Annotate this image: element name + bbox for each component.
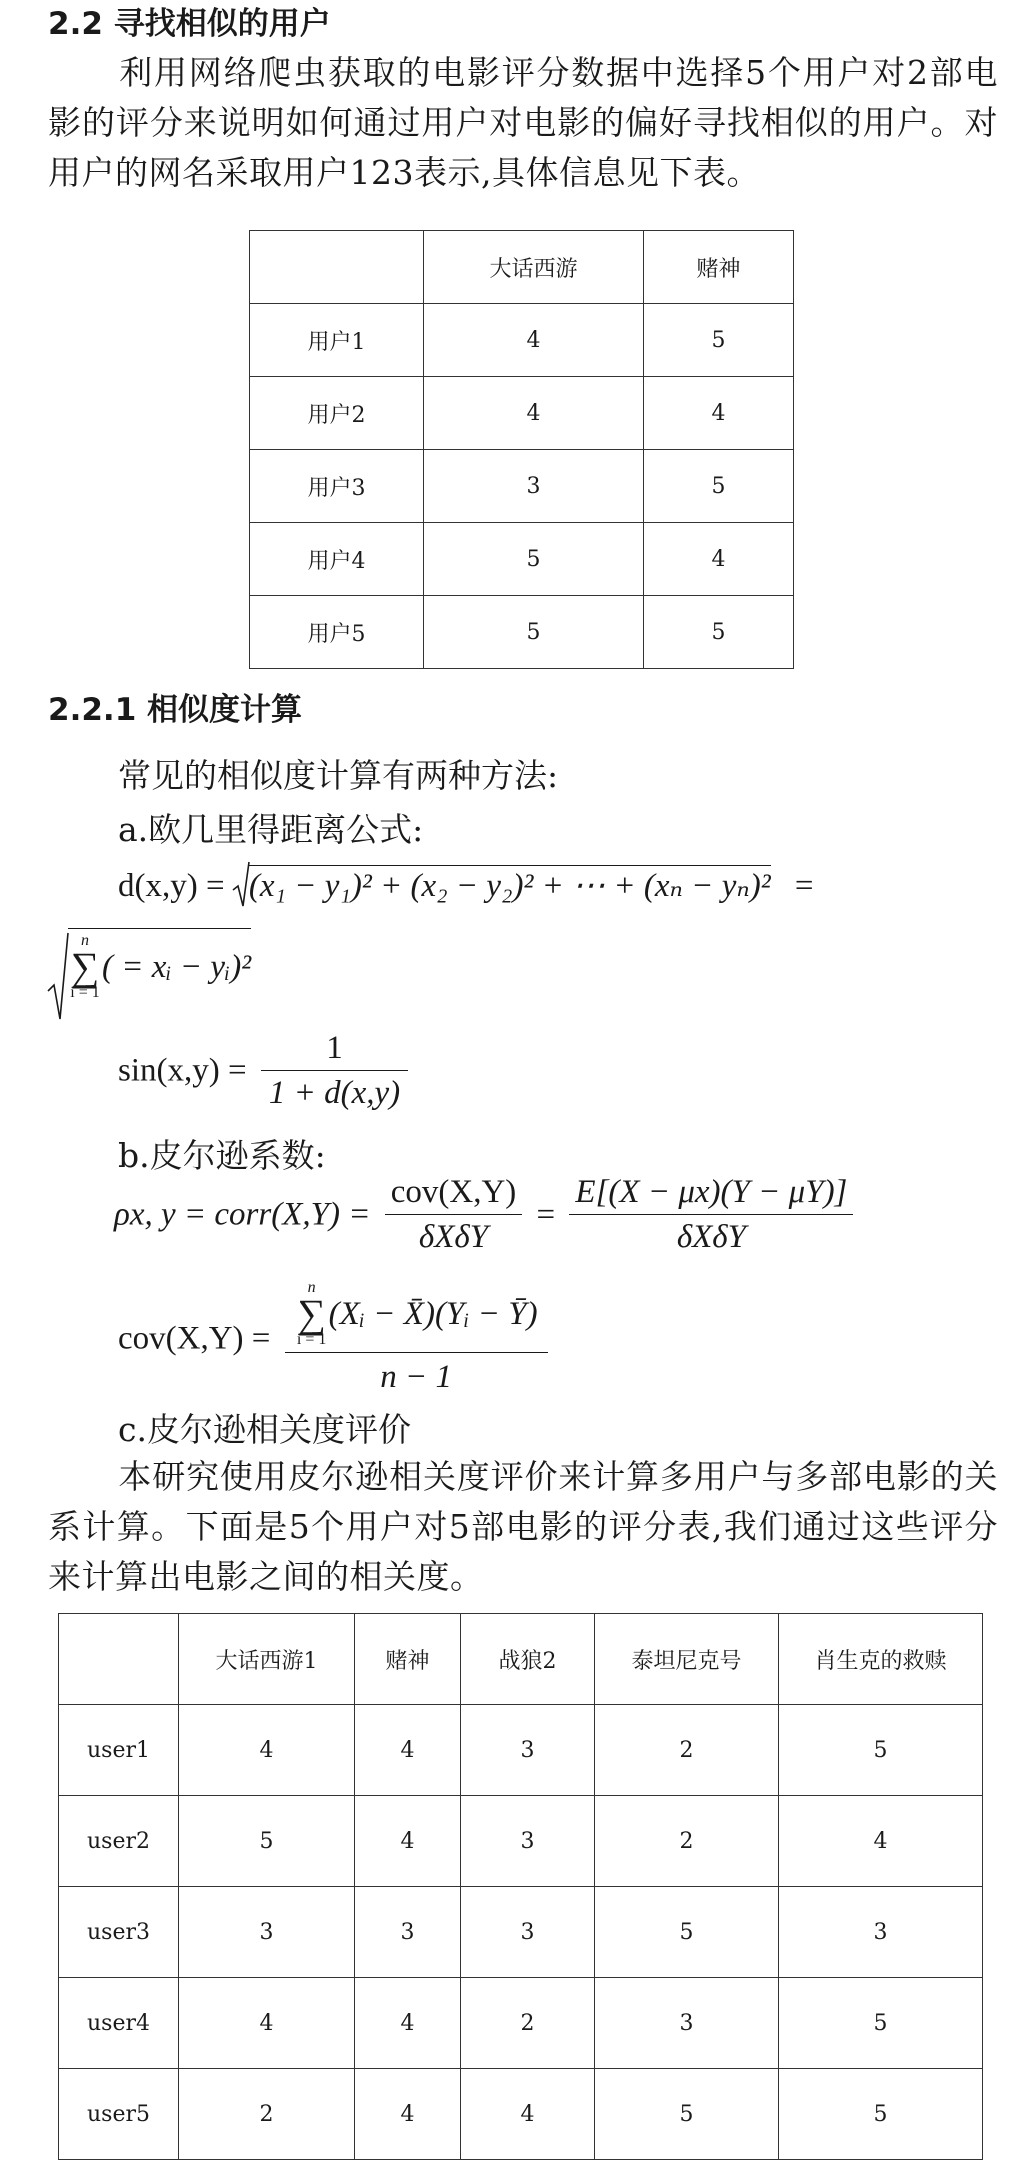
rating-cell: 3 (424, 450, 644, 523)
row-label: user5 (59, 2069, 179, 2160)
rating-cell: 4 (644, 377, 794, 450)
table1-row (250, 304, 794, 377)
rating-cell: 5 (424, 523, 644, 596)
row-label: user3 (59, 1887, 179, 1978)
table1-row (250, 596, 794, 669)
section-2-2-1-paragraph-text: 本研究使用皮尔逊相关度评价来计算多用户与多部电影的关系计算。下面是5个用户对5部电影的评分表,我们通过这些评分来计算出电影之间的相关度。 (48, 1457, 998, 1596)
cov-lhs: cov(X,Y) = (118, 1320, 271, 1357)
row-label: user1 (59, 1705, 179, 1796)
section-2-2-1-paragraph (48, 1452, 998, 1602)
rating-cell: 3 (779, 1887, 983, 1978)
rho-denominator-1: δXδY (418, 1219, 489, 1255)
summation-lower: i = 1 (70, 984, 100, 1001)
table2-row (59, 1705, 983, 1796)
rating-cell: 4 (355, 1978, 461, 2069)
sqrt-sign-large-icon (48, 933, 68, 1019)
section-heading-2-2: 2.2 寻找相似的用户 (48, 6, 331, 42)
column-header (59, 1614, 179, 1705)
section-heading-2-2-1: 2.2.1 相似度计算 (48, 692, 303, 728)
rating-cell: 4 (779, 1796, 983, 1887)
rating-cell: 5 (644, 304, 794, 377)
row-label: user2 (59, 1796, 179, 1887)
rating-cell: 5 (779, 1705, 983, 1796)
rating-cell: 3 (461, 1796, 595, 1887)
rating-cell: 3 (595, 1978, 779, 2069)
rating-cell: 5 (424, 596, 644, 669)
rating-cell: 4 (355, 1796, 461, 1887)
similarity-intro: 常见的相似度计算有两种方法: (118, 756, 559, 795)
item-a-euclidean: a.欧几里得距离公式: (118, 810, 424, 849)
rating-cell: 5 (779, 1978, 983, 2069)
rating-cell: 4 (355, 1705, 461, 1796)
rho-equals: = (536, 1196, 556, 1233)
rating-cell: 2 (179, 2069, 355, 2160)
rho-fraction-2 (569, 1172, 853, 1257)
column-header: 赌神 (355, 1614, 461, 1705)
rho-numerator-1: cov(X,Y) (385, 1172, 523, 1215)
cov-numerator-body: (Xᵢ − X̄)(Yᵢ − Ȳ) (328, 1296, 538, 1332)
cov-summation-upper: n (307, 1279, 316, 1296)
rating-cell: 3 (461, 1887, 595, 1978)
row-label: 用户4 (250, 523, 424, 596)
rating-cell: 4 (424, 377, 644, 450)
row-label: 用户2 (250, 377, 424, 450)
rating-cell: 3 (461, 1705, 595, 1796)
row-label: 用户1 (250, 304, 424, 377)
table2-row (59, 2069, 983, 2160)
pearson-rho-formula (114, 1172, 853, 1257)
euclidean-lhs: d(x,y) = (118, 868, 225, 904)
row-label: user4 (59, 1978, 179, 2069)
cov-summation (295, 1280, 329, 1348)
column-header: 肖生克的救赎 (779, 1614, 983, 1705)
rating-cell: 5 (595, 1887, 779, 1978)
rating-cell: 4 (179, 1978, 355, 2069)
table1-header-row (250, 231, 794, 304)
rho-fraction-1 (385, 1172, 523, 1257)
item-c-pearson-evaluation: c.皮尔逊相关度评价 (118, 1410, 411, 1449)
column-header: 泰坦尼克号 (595, 1614, 779, 1705)
table2-row (59, 1796, 983, 1887)
rho-denominator-2: δXδY (676, 1219, 747, 1255)
table2-row (59, 1887, 983, 1978)
rho-lhs: ρx, y = corr(X,Y) = (114, 1196, 371, 1233)
rating-cell: 5 (595, 2069, 779, 2160)
column-header: 战狼2 (461, 1614, 595, 1705)
cov-denominator: n − 1 (380, 1359, 453, 1395)
rating-cell: 3 (355, 1887, 461, 1978)
sin-lhs: sin(x,y) = (118, 1052, 247, 1089)
sin-numerator: 1 (261, 1028, 408, 1071)
sin-formula (118, 1028, 408, 1113)
table1-row (250, 377, 794, 450)
rating-cell: 5 (644, 450, 794, 523)
sqrt-sign-icon (233, 862, 249, 908)
row-label: 用户5 (250, 596, 424, 669)
equals-sign: = (794, 868, 814, 904)
rating-cell: 4 (355, 2069, 461, 2160)
summation-upper: n (81, 932, 89, 949)
table1-row (250, 450, 794, 523)
rating-cell: 4 (424, 304, 644, 377)
cov-numerator (285, 1280, 548, 1353)
summation (68, 933, 102, 1001)
sin-fraction (261, 1028, 408, 1113)
section-2-2-paragraph (48, 48, 998, 198)
column-header: 大话西游 (424, 231, 644, 304)
rating-cell: 5 (179, 1796, 355, 1887)
column-header (250, 231, 424, 304)
ratings-table-two-movies (249, 230, 794, 669)
rating-cell: 2 (461, 1978, 595, 2069)
table2-row (59, 1978, 983, 2069)
covariance-formula (118, 1280, 548, 1397)
euclidean-sum-body: ( = xᵢ − yᵢ)² (102, 949, 252, 985)
euclidean-terms: (x₁ − y₁)² + (x₂ − y₂)² + ⋯ + (xₙ − yₙ)² (249, 865, 771, 904)
cov-summation-sigma-icon: ∑ (297, 1291, 326, 1336)
rho-numerator-2: E[(X − μx)(Y − μY)] (569, 1172, 853, 1215)
rating-cell: 5 (779, 2069, 983, 2160)
column-header: 大话西游1 (179, 1614, 355, 1705)
rating-cell: 4 (179, 1705, 355, 1796)
rating-cell: 2 (595, 1705, 779, 1796)
section-2-2-paragraph-text: 利用网络爬虫获取的电影评分数据中选择5个用户对2部电影的评分来说明如何通过用户对电影的偏好寻找相似的用户。对用户的网名采取用户123表示,具体信息见下表。 (48, 53, 998, 192)
ratings-table-five-movies (58, 1613, 983, 2160)
euclidean-formula-line2 (48, 928, 251, 1019)
item-b-pearson: b.皮尔逊系数: (118, 1136, 326, 1175)
rating-cell: 4 (644, 523, 794, 596)
rating-cell: 4 (461, 2069, 595, 2160)
rating-cell: 5 (644, 596, 794, 669)
row-label: 用户3 (250, 450, 424, 523)
summation-sigma-icon: ∑ (70, 944, 100, 989)
cov-fraction (285, 1280, 548, 1397)
sin-denominator: 1 + d(x,y) (268, 1075, 401, 1111)
rating-cell: 3 (179, 1887, 355, 1978)
euclidean-formula-line1 (118, 862, 813, 908)
table2-header-row (59, 1614, 983, 1705)
table1-row (250, 523, 794, 596)
column-header: 赌神 (644, 231, 794, 304)
cov-summation-lower: i = 1 (296, 1331, 327, 1348)
rating-cell: 2 (595, 1796, 779, 1887)
